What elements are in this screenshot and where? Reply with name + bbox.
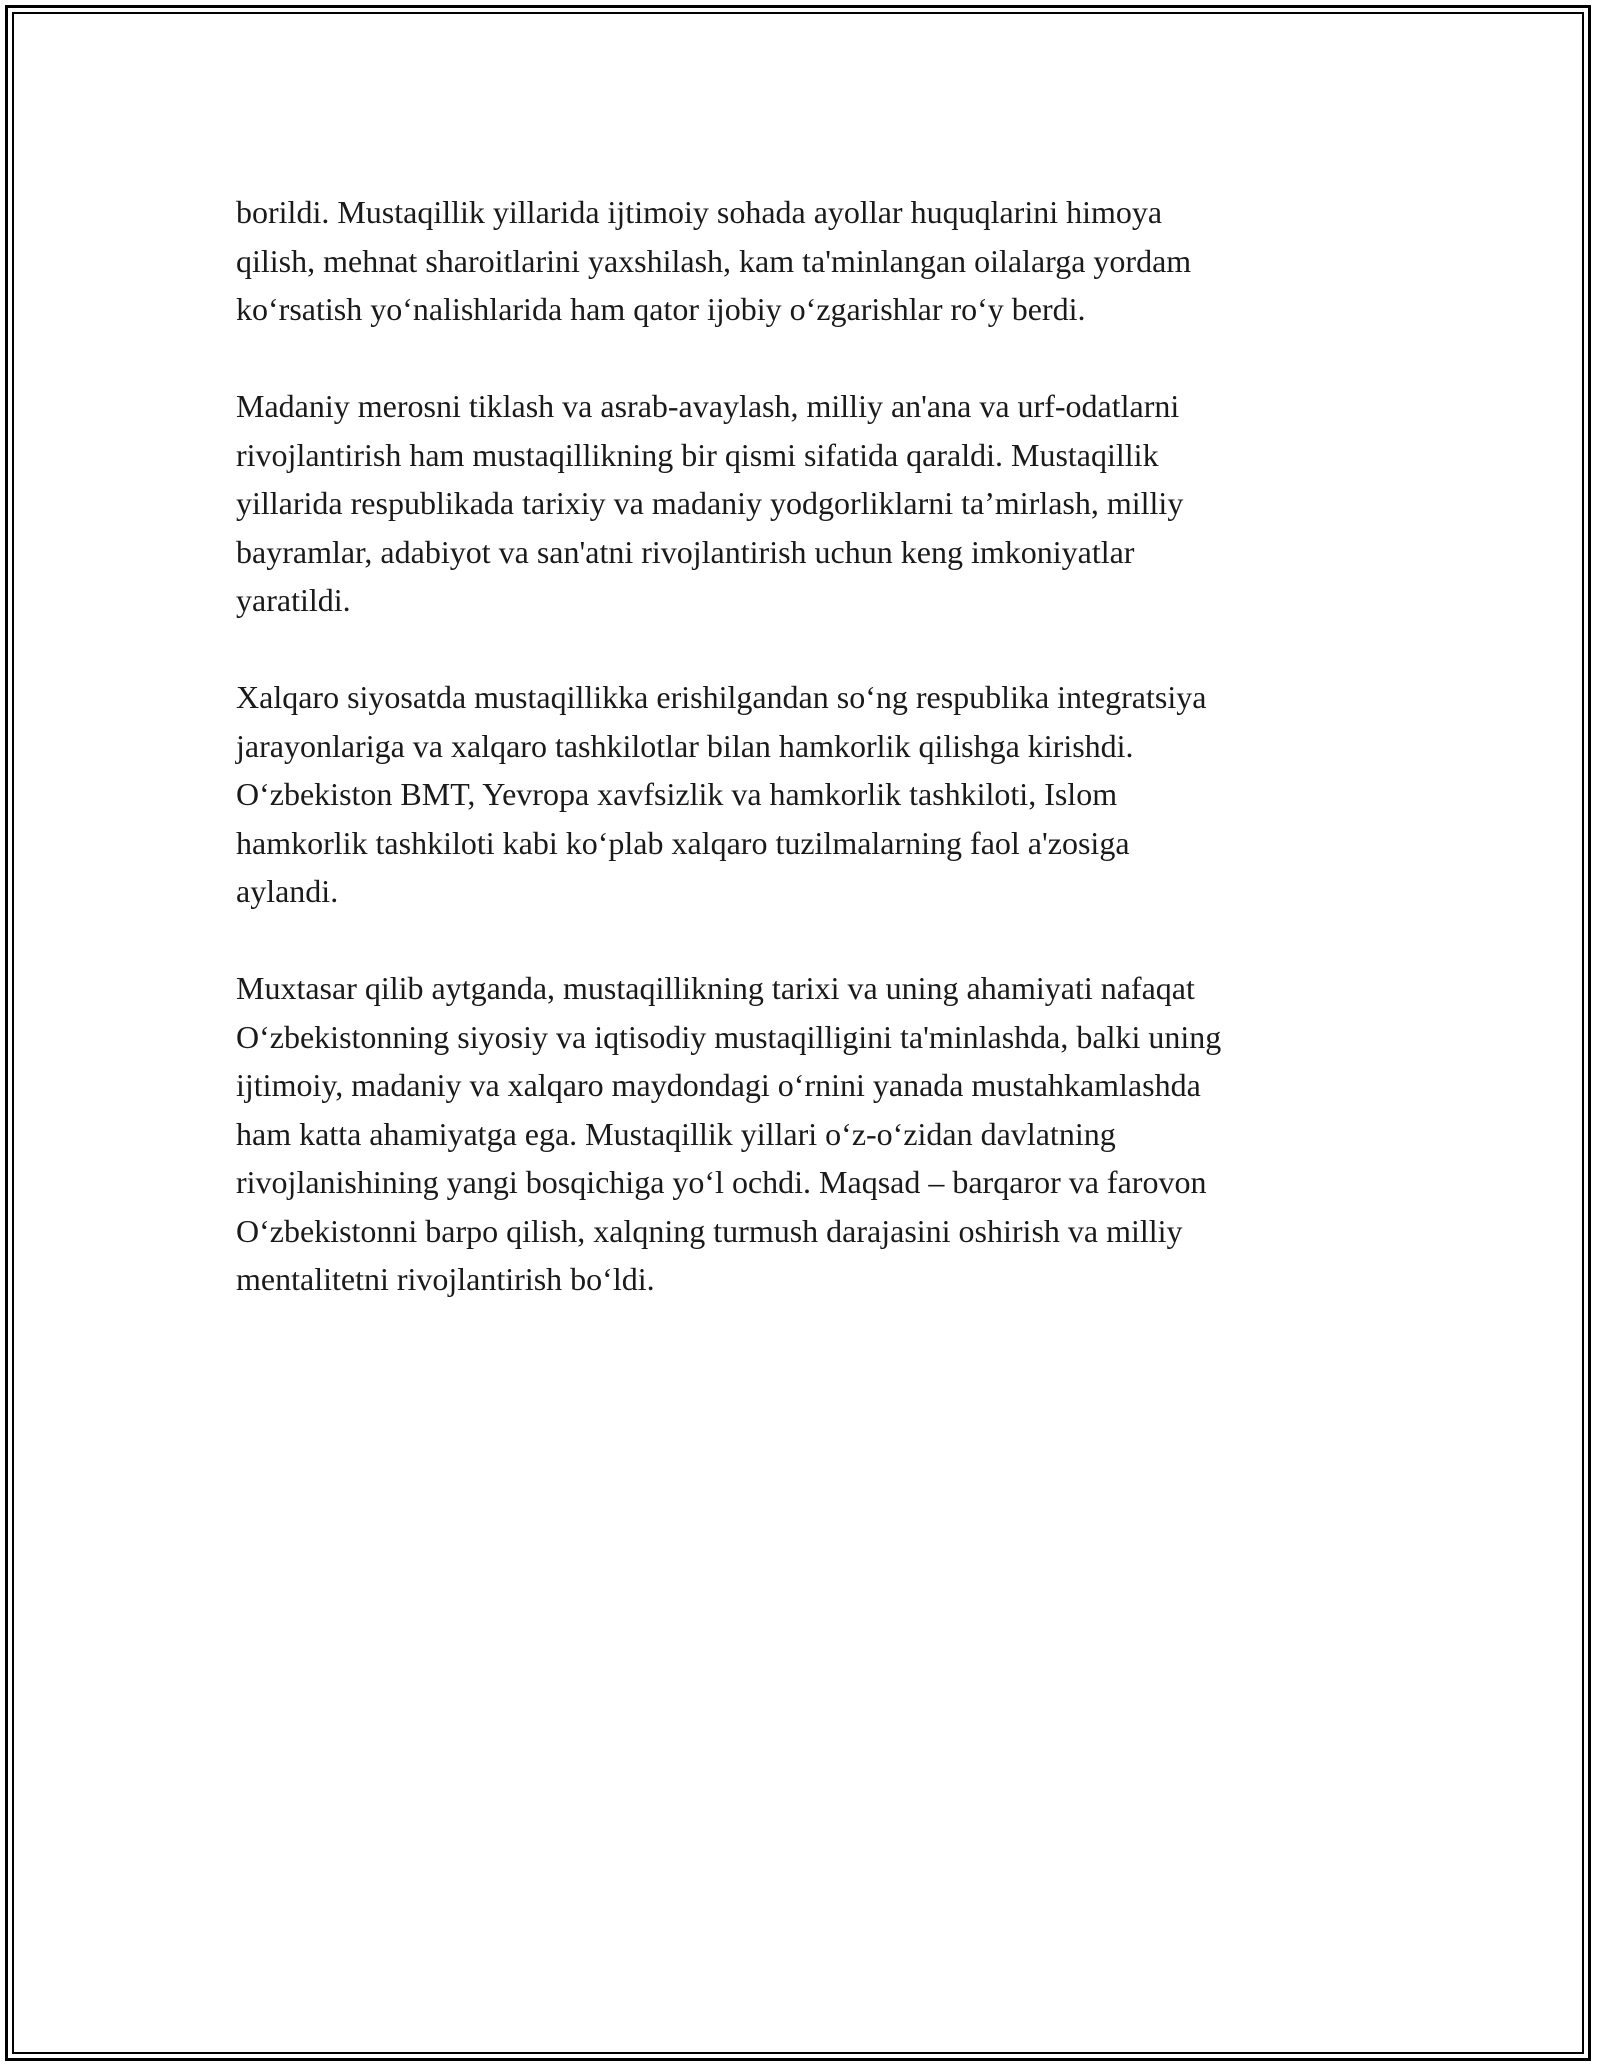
paragraph-4 (236, 964, 1386, 1304)
text-line: aylandi. (236, 873, 339, 909)
text-line: qilish, mehnat sharoitlarini yaxshilash, kam ta'minlangan oilalarga yordam (236, 242, 1192, 279)
text-line: Xalqaro siyosatda mustaqillikka erishilgandan so‘ng respublika integratsiya (236, 679, 1207, 715)
text-line: O‘zbekistonni barpo qilish, xalqning turmush darajasini oshirish va milliy (236, 1212, 1183, 1249)
text-line: Muxtasar qilib aytganda, mustaqillikning tarixi va uning ahamiyati nafaqat (236, 970, 1195, 1006)
text-line: ham katta ahamiyatga ega. Mustaqillik yillari o‘z-o‘zidan davlatning (236, 1115, 1116, 1152)
paragraph-1 (236, 188, 1386, 334)
text-line: jarayonlariga va xalqaro tashkilotlar bilan hamkorlik qilishga kirishdi. (236, 727, 1134, 764)
text-line: mentalitetni rivojlantirish bo‘ldi. (236, 1261, 655, 1297)
paragraph-2 (236, 382, 1386, 625)
text-line: borildi. Mustaqillik yillarida ijtimoiy sohada ayollar huquqlarini himoya (236, 194, 1163, 230)
text-line: ijtimoiy, madaniy va xalqaro maydondagi o‘rnini yanada mustahkamlashda (236, 1067, 1201, 1103)
text-line: yaratildi. (236, 582, 351, 618)
text-line: ko‘rsatish yo‘nalishlarida ham qator ijobiy o‘zgarishlar ro‘y berdi. (236, 291, 1086, 327)
text-line: rivojlantirish ham mustaqillikning bir qismi sifatida qaraldi. Mustaqillik (236, 436, 1159, 473)
text-line: Madaniy merosni tiklash va asrab-avaylash, milliy an'ana va urf-odatlarni (236, 388, 1180, 424)
text-line: rivojlanishining yangi bosqichiga yo‘l ochdi. Maqsad – barqaror va farovon (236, 1164, 1207, 1200)
text-line: O‘zbekistonning siyosiy va iqtisodiy mustaqilligini ta'minlashda, balki uning (236, 1018, 1222, 1055)
text-line: bayramlar, adabiyot va san'atni rivojlantirish uchun keng imkoniyatlar (236, 533, 1135, 570)
document-body (236, 188, 1386, 1352)
text-line: hamkorlik tashkiloti kabi ko‘plab xalqaro tuzilmalarning faol a'zosiga (236, 824, 1130, 861)
paragraph-3 (236, 673, 1386, 916)
text-line: yillarida respublikada tarixiy va madaniy yodgorliklarni ta’mirlash, milliy (236, 485, 1184, 521)
text-line: O‘zbekiston BMT, Yevropa xavfsizlik va hamkorlik tashkiloti, Islom (236, 776, 1118, 812)
